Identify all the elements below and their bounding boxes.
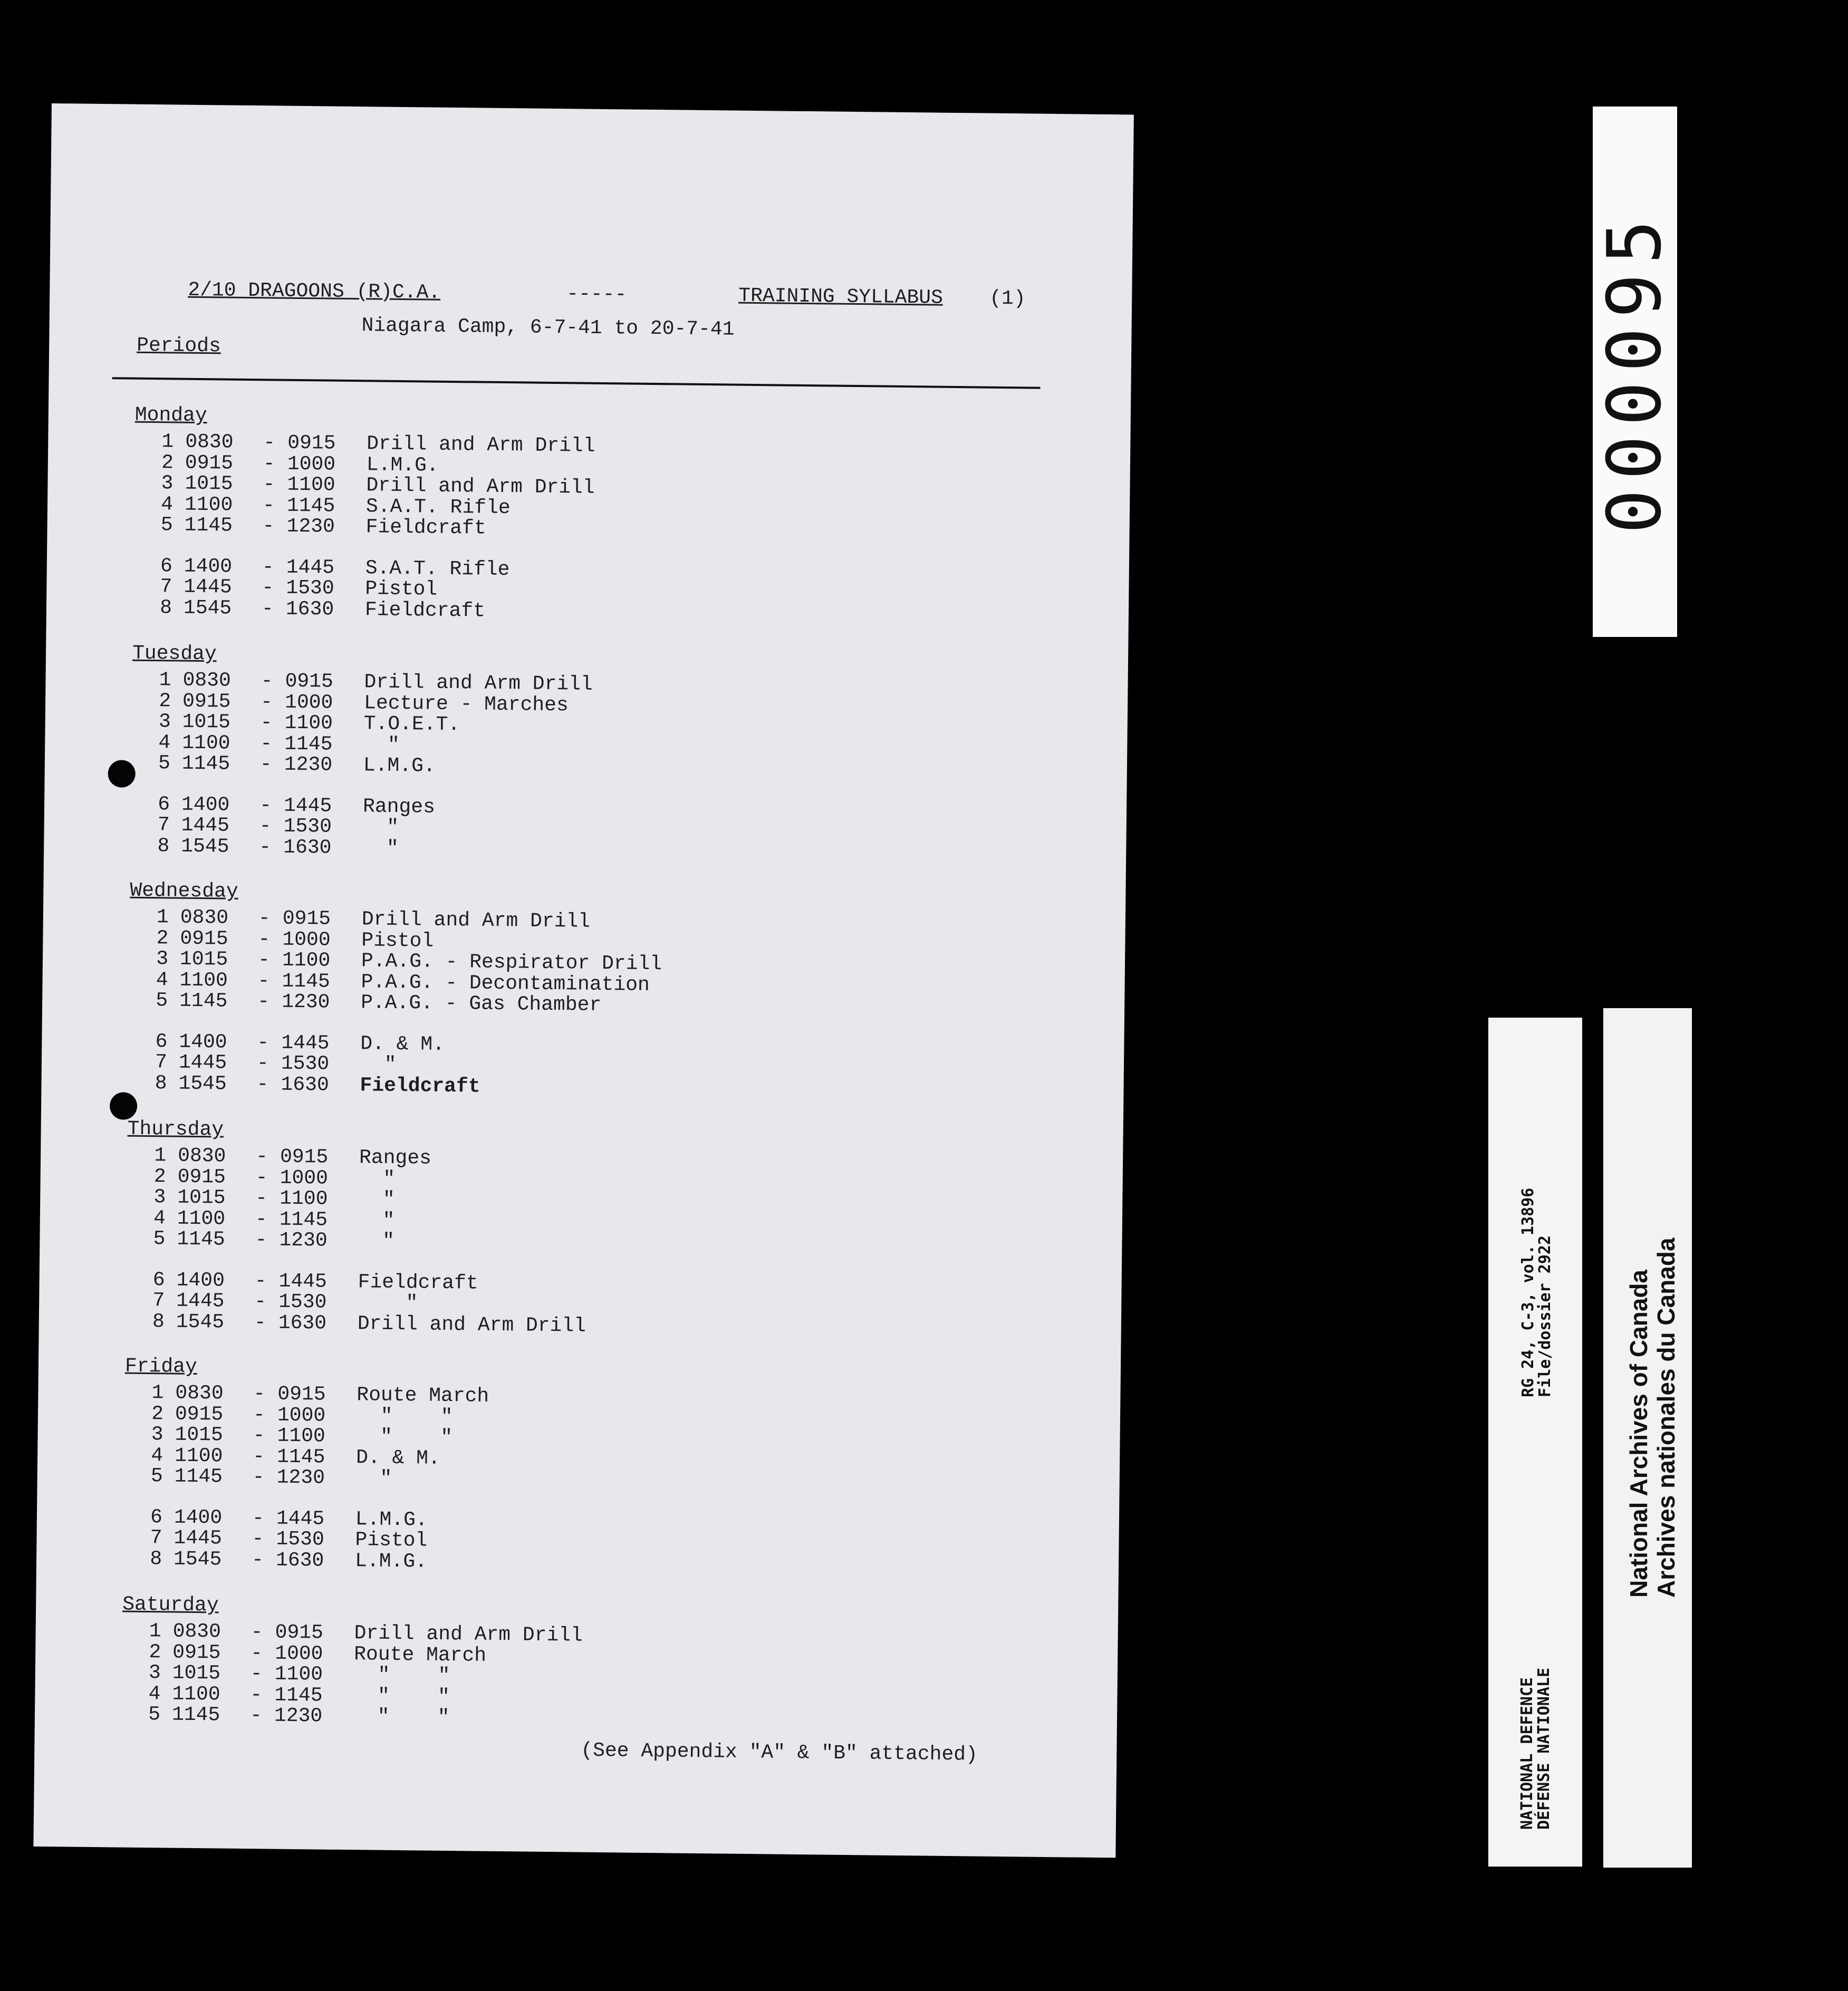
end-time: 1145 bbox=[274, 1684, 323, 1707]
start-time: 0830 bbox=[175, 1381, 224, 1405]
time-dash: - bbox=[254, 1290, 267, 1313]
time-dash: - bbox=[251, 1548, 264, 1571]
start-time: 0915 bbox=[185, 451, 234, 475]
activity: D. & M. bbox=[360, 1032, 445, 1056]
time-dash: - bbox=[262, 576, 274, 600]
end-time: 1000 bbox=[282, 928, 331, 952]
start-time: 1400 bbox=[174, 1506, 223, 1530]
end-time: 1445 bbox=[286, 556, 335, 579]
time-dash: - bbox=[262, 555, 274, 578]
time-dash: - bbox=[253, 1383, 266, 1406]
day-section-tuesday bbox=[130, 638, 1082, 866]
activity: Drill and Arm Drill bbox=[366, 474, 595, 499]
time-dash: - bbox=[252, 1506, 264, 1530]
time-dash: - bbox=[257, 949, 271, 972]
activity: Drill and Arm Drill bbox=[354, 1622, 583, 1647]
time-dash: - bbox=[251, 1621, 263, 1644]
end-time: 1530 bbox=[283, 815, 332, 838]
activity: Fieldcraft bbox=[360, 1074, 480, 1098]
period-number: 8 bbox=[159, 596, 172, 619]
end-time: 1000 bbox=[284, 691, 333, 714]
activity: " " bbox=[356, 1425, 453, 1449]
period-number: 2 bbox=[153, 1165, 166, 1188]
start-time: 1100 bbox=[182, 731, 230, 755]
activity: " bbox=[355, 1467, 392, 1490]
activity: " bbox=[362, 836, 399, 860]
time-dash: - bbox=[259, 835, 272, 858]
start-time: 1445 bbox=[174, 1526, 222, 1550]
appendix-note: (See Appendix "A" & "B" attached) bbox=[581, 1739, 978, 1766]
day-heading: Thursday bbox=[127, 1117, 224, 1142]
time-dash: - bbox=[255, 1207, 267, 1231]
frame-number: 000095 bbox=[1592, 210, 1678, 534]
end-time: 0915 bbox=[277, 1383, 326, 1406]
period-number: 4 bbox=[156, 968, 168, 991]
start-time: 1100 bbox=[172, 1683, 220, 1706]
time-dash: - bbox=[259, 794, 272, 817]
start-time: 1015 bbox=[175, 1423, 224, 1447]
header-separator: ----- bbox=[566, 283, 627, 306]
start-time: 0830 bbox=[177, 1144, 226, 1168]
period-number: 6 bbox=[150, 1505, 163, 1529]
end-time: 1445 bbox=[281, 1031, 330, 1055]
activity: " " bbox=[356, 1404, 453, 1428]
activity: P.A.G. - Gas Chamber bbox=[360, 991, 602, 1017]
end-time: 1445 bbox=[283, 794, 332, 818]
period-number: 6 bbox=[158, 792, 170, 816]
start-time: 1445 bbox=[178, 1051, 227, 1075]
start-time: 1545 bbox=[178, 1072, 227, 1096]
day-heading: Tuesday bbox=[132, 642, 217, 666]
end-time: 1000 bbox=[280, 1166, 329, 1190]
activity: Drill and Arm Drill bbox=[361, 908, 591, 933]
document-page bbox=[33, 103, 1134, 1858]
activity: Fieldcraft bbox=[365, 516, 486, 540]
start-time: 1445 bbox=[181, 814, 230, 837]
end-time: 1145 bbox=[284, 732, 333, 756]
start-time: 1100 bbox=[177, 1207, 226, 1231]
time-dash: - bbox=[257, 1031, 270, 1054]
end-time: 1230 bbox=[286, 515, 335, 538]
end-time: 1630 bbox=[283, 836, 332, 859]
start-time: 1445 bbox=[176, 1289, 225, 1313]
time-dash: - bbox=[263, 452, 275, 475]
start-time: 1145 bbox=[179, 989, 228, 1013]
activity: Ranges bbox=[359, 1146, 432, 1170]
time-dash: - bbox=[261, 597, 274, 620]
period-number: 5 bbox=[158, 752, 171, 775]
activity: " " bbox=[353, 1705, 450, 1729]
start-time: 0915 bbox=[172, 1641, 221, 1665]
time-dash: - bbox=[260, 690, 273, 713]
end-time: 1630 bbox=[278, 1311, 327, 1335]
end-time: 1530 bbox=[278, 1290, 327, 1314]
period-number: 4 bbox=[158, 731, 171, 754]
end-time: 1530 bbox=[281, 1052, 330, 1076]
activity: " bbox=[359, 1167, 396, 1191]
activity: T.O.E.T. bbox=[363, 712, 460, 737]
end-time: 1230 bbox=[274, 1704, 323, 1728]
period-number: 3 bbox=[158, 710, 171, 733]
period-number: 7 bbox=[155, 1051, 168, 1074]
activity: L.M.G. bbox=[355, 1507, 428, 1532]
activity: S.A.T. Rifle bbox=[365, 556, 510, 581]
end-time: 0915 bbox=[282, 907, 331, 931]
period-number: 5 bbox=[156, 989, 168, 1012]
start-time: 0915 bbox=[180, 927, 228, 951]
time-dash: - bbox=[255, 1187, 268, 1210]
header-rule bbox=[112, 377, 1041, 389]
time-dash: - bbox=[255, 1166, 268, 1189]
start-time: 1015 bbox=[185, 472, 233, 496]
unit-name: 2/10 DRAGOONS (R)C.A. bbox=[188, 278, 441, 304]
end-time: 1000 bbox=[287, 452, 336, 476]
start-time: 1145 bbox=[174, 1465, 223, 1489]
time-dash: - bbox=[260, 711, 273, 734]
period-number: 3 bbox=[161, 472, 174, 495]
start-time: 1145 bbox=[171, 1703, 220, 1727]
time-dash: - bbox=[259, 815, 272, 838]
end-time: 1630 bbox=[285, 597, 334, 621]
period-number: 7 bbox=[160, 575, 172, 598]
time-dash: - bbox=[263, 431, 276, 455]
period-number: 1 bbox=[156, 906, 169, 929]
time-dash: - bbox=[256, 1052, 269, 1075]
activity: " bbox=[363, 733, 400, 757]
period-number: 1 bbox=[149, 1620, 161, 1643]
time-dash: - bbox=[257, 969, 270, 992]
end-time: 1230 bbox=[281, 990, 330, 1014]
end-time: 1000 bbox=[277, 1404, 326, 1427]
time-dash: - bbox=[250, 1683, 263, 1706]
end-time: 1100 bbox=[280, 1187, 328, 1211]
period-number: 2 bbox=[161, 451, 174, 474]
time-dash: - bbox=[252, 1445, 265, 1468]
period-number: 5 bbox=[160, 514, 173, 537]
period-number: 4 bbox=[151, 1444, 163, 1467]
archive-line-2: Archives nationales du Canada bbox=[1652, 1238, 1680, 1598]
start-time: 1015 bbox=[179, 948, 228, 971]
activity: " " bbox=[353, 1684, 450, 1708]
time-dash: - bbox=[254, 1311, 266, 1334]
start-time: 1145 bbox=[181, 752, 230, 776]
activity: D. & M. bbox=[355, 1446, 440, 1470]
period-number: 3 bbox=[148, 1661, 161, 1685]
time-dash: - bbox=[258, 907, 271, 930]
activity: Pistol bbox=[361, 929, 434, 953]
activity: Ranges bbox=[362, 795, 436, 819]
time-dash: - bbox=[256, 1072, 269, 1096]
start-time: 0830 bbox=[180, 906, 229, 930]
period-number: 7 bbox=[152, 1289, 165, 1312]
day-section-wednesday bbox=[128, 875, 1079, 1104]
department-line-1: NATIONAL DEFENCE bbox=[1518, 1677, 1536, 1830]
activity: Fieldcraft bbox=[364, 598, 486, 623]
start-time: 1100 bbox=[179, 969, 228, 992]
period-number: 2 bbox=[149, 1640, 161, 1664]
start-time: 1400 bbox=[181, 793, 230, 817]
day-section-monday bbox=[133, 400, 1084, 628]
period-number: 5 bbox=[153, 1228, 166, 1251]
document-subtitle: Niagara Camp, 6-7-41 to 20-7-41 bbox=[361, 314, 735, 341]
start-time: 0915 bbox=[177, 1165, 226, 1189]
period-number: 5 bbox=[150, 1465, 163, 1488]
time-dash: - bbox=[255, 1229, 267, 1252]
period-number: 8 bbox=[155, 1071, 167, 1095]
frame-number-strip bbox=[1593, 107, 1677, 637]
start-time: 1145 bbox=[177, 1228, 225, 1251]
end-time: 0915 bbox=[275, 1621, 324, 1645]
period-number: 6 bbox=[155, 1030, 168, 1053]
activity: " bbox=[358, 1230, 395, 1253]
end-time: 0915 bbox=[287, 431, 336, 455]
start-time: 0830 bbox=[185, 430, 234, 454]
time-dash: - bbox=[262, 515, 275, 538]
department-line-2: DÉFENSE NATIONALE bbox=[1535, 1667, 1553, 1830]
start-time: 0830 bbox=[172, 1620, 222, 1644]
day-heading: Wednesday bbox=[130, 879, 238, 903]
period-number: 2 bbox=[151, 1402, 164, 1425]
time-dash: - bbox=[254, 1269, 267, 1292]
time-dash: - bbox=[261, 670, 273, 693]
activity: Route March bbox=[357, 1384, 489, 1408]
start-time: 0915 bbox=[182, 690, 231, 713]
activity: P.A.G. - Respirator Drill bbox=[361, 950, 662, 976]
period-number: 8 bbox=[152, 1310, 165, 1333]
period-number: 8 bbox=[150, 1547, 162, 1570]
day-section-friday bbox=[123, 1351, 1074, 1579]
activity: Lecture - Marches bbox=[363, 691, 569, 717]
start-time: 0830 bbox=[182, 669, 231, 692]
end-time: 1000 bbox=[275, 1642, 323, 1666]
start-time: 1545 bbox=[176, 1310, 225, 1334]
start-time: 1545 bbox=[173, 1548, 222, 1571]
start-time: 1100 bbox=[174, 1444, 223, 1468]
activity: Pistol bbox=[365, 577, 438, 601]
start-time: 1445 bbox=[184, 575, 232, 599]
end-time: 1100 bbox=[277, 1424, 325, 1448]
activity: " bbox=[362, 816, 399, 839]
activity: " bbox=[358, 1209, 395, 1232]
end-time: 1100 bbox=[284, 711, 333, 735]
time-dash: - bbox=[251, 1641, 263, 1665]
time-dash: - bbox=[262, 494, 275, 517]
time-dash: - bbox=[260, 732, 273, 755]
end-time: 1530 bbox=[276, 1528, 324, 1551]
start-time: 1400 bbox=[179, 1030, 227, 1054]
period-number: 2 bbox=[156, 926, 169, 950]
end-time: 1145 bbox=[286, 494, 335, 518]
day-heading: Monday bbox=[134, 403, 207, 428]
start-time: 1100 bbox=[184, 493, 233, 517]
time-dash: - bbox=[250, 1663, 263, 1686]
end-time: 1445 bbox=[278, 1270, 328, 1293]
period-number: 3 bbox=[153, 1186, 166, 1209]
page-number: (1) bbox=[989, 287, 1026, 311]
activity: P.A.G. - Decontamination bbox=[361, 970, 650, 997]
end-time: 1145 bbox=[282, 970, 331, 993]
end-time: 0915 bbox=[280, 1145, 329, 1169]
period-number: 4 bbox=[153, 1206, 166, 1230]
activity: Fieldcraft bbox=[358, 1270, 478, 1295]
time-dash: - bbox=[263, 473, 275, 496]
document-title: TRAINING SYLLABUS bbox=[738, 284, 944, 310]
period-number: 6 bbox=[160, 554, 173, 577]
activity: Drill and Arm Drill bbox=[357, 1312, 586, 1338]
time-dash: - bbox=[253, 1424, 265, 1447]
end-time: 1230 bbox=[276, 1466, 325, 1490]
end-time: 1100 bbox=[282, 949, 331, 972]
period-number: 5 bbox=[148, 1703, 161, 1726]
period-number: 7 bbox=[157, 814, 170, 837]
start-time: 1400 bbox=[184, 555, 233, 578]
activity: " bbox=[359, 1188, 395, 1211]
activity: L.M.G. bbox=[354, 1549, 428, 1573]
end-time: 1100 bbox=[287, 473, 335, 497]
activity: S.A.T. Rifle bbox=[365, 495, 511, 519]
end-time: 1630 bbox=[281, 1073, 329, 1097]
archive-line-1: National Archives of Canada bbox=[1625, 1269, 1652, 1598]
end-time: 0915 bbox=[285, 670, 333, 693]
activity: L.M.G. bbox=[366, 453, 439, 477]
start-time: 1015 bbox=[172, 1661, 221, 1685]
activity: " " bbox=[353, 1664, 450, 1688]
day-heading: Saturday bbox=[122, 1593, 219, 1617]
activity: " bbox=[360, 1053, 397, 1076]
start-time: 0915 bbox=[175, 1403, 224, 1426]
activity: Route March bbox=[354, 1642, 487, 1667]
activity: Drill and Arm Drill bbox=[364, 671, 593, 696]
period-number: 1 bbox=[159, 669, 171, 692]
period-number: 8 bbox=[157, 834, 170, 857]
time-dash: - bbox=[252, 1466, 265, 1489]
period-number: 1 bbox=[151, 1381, 164, 1405]
start-time: 1015 bbox=[177, 1186, 226, 1210]
period-number: 1 bbox=[161, 430, 174, 453]
time-dash: - bbox=[249, 1704, 263, 1727]
time-dash: - bbox=[252, 1528, 264, 1551]
activity: Drill and Arm Drill bbox=[367, 432, 595, 458]
time-dash: - bbox=[257, 990, 270, 1013]
time-dash: - bbox=[258, 927, 271, 951]
period-number: 3 bbox=[151, 1423, 163, 1446]
start-time: 1545 bbox=[183, 596, 232, 620]
end-time: 1230 bbox=[279, 1229, 328, 1252]
time-dash: - bbox=[259, 753, 272, 776]
activity: " bbox=[357, 1291, 418, 1315]
end-time: 1230 bbox=[284, 753, 333, 777]
period-number: 4 bbox=[148, 1682, 161, 1705]
time-dash: - bbox=[255, 1145, 268, 1168]
start-time: 1545 bbox=[181, 835, 229, 858]
end-time: 1630 bbox=[275, 1549, 324, 1572]
end-time: 1145 bbox=[279, 1208, 328, 1232]
end-time: 1100 bbox=[274, 1663, 323, 1686]
end-time: 1445 bbox=[276, 1507, 325, 1531]
period-number: 3 bbox=[156, 948, 169, 971]
period-number: 7 bbox=[150, 1526, 162, 1550]
day-section-thursday bbox=[126, 1114, 1077, 1342]
day-heading: Friday bbox=[124, 1355, 197, 1379]
period-number: 2 bbox=[159, 689, 171, 712]
start-time: 1400 bbox=[176, 1269, 225, 1292]
start-time: 1145 bbox=[184, 514, 233, 537]
period-number: 4 bbox=[161, 492, 174, 516]
start-time: 1015 bbox=[182, 710, 231, 734]
time-dash: - bbox=[253, 1403, 266, 1426]
punch-hole bbox=[108, 760, 136, 788]
activity: L.M.G. bbox=[363, 754, 436, 778]
reference-line-2: File/dossier 2922 bbox=[1536, 1235, 1554, 1397]
period-number: 1 bbox=[154, 1144, 167, 1167]
end-time: 1530 bbox=[286, 576, 334, 600]
periods-label: Periods bbox=[136, 334, 222, 358]
reference-line-1: RG 24, C-3, vol. 13896 bbox=[1519, 1187, 1537, 1397]
period-number: 6 bbox=[152, 1268, 165, 1291]
end-time: 1145 bbox=[276, 1445, 325, 1469]
day-section-saturday bbox=[121, 1589, 1072, 1735]
activity: Pistol bbox=[355, 1529, 428, 1552]
punch-hole bbox=[110, 1092, 138, 1120]
